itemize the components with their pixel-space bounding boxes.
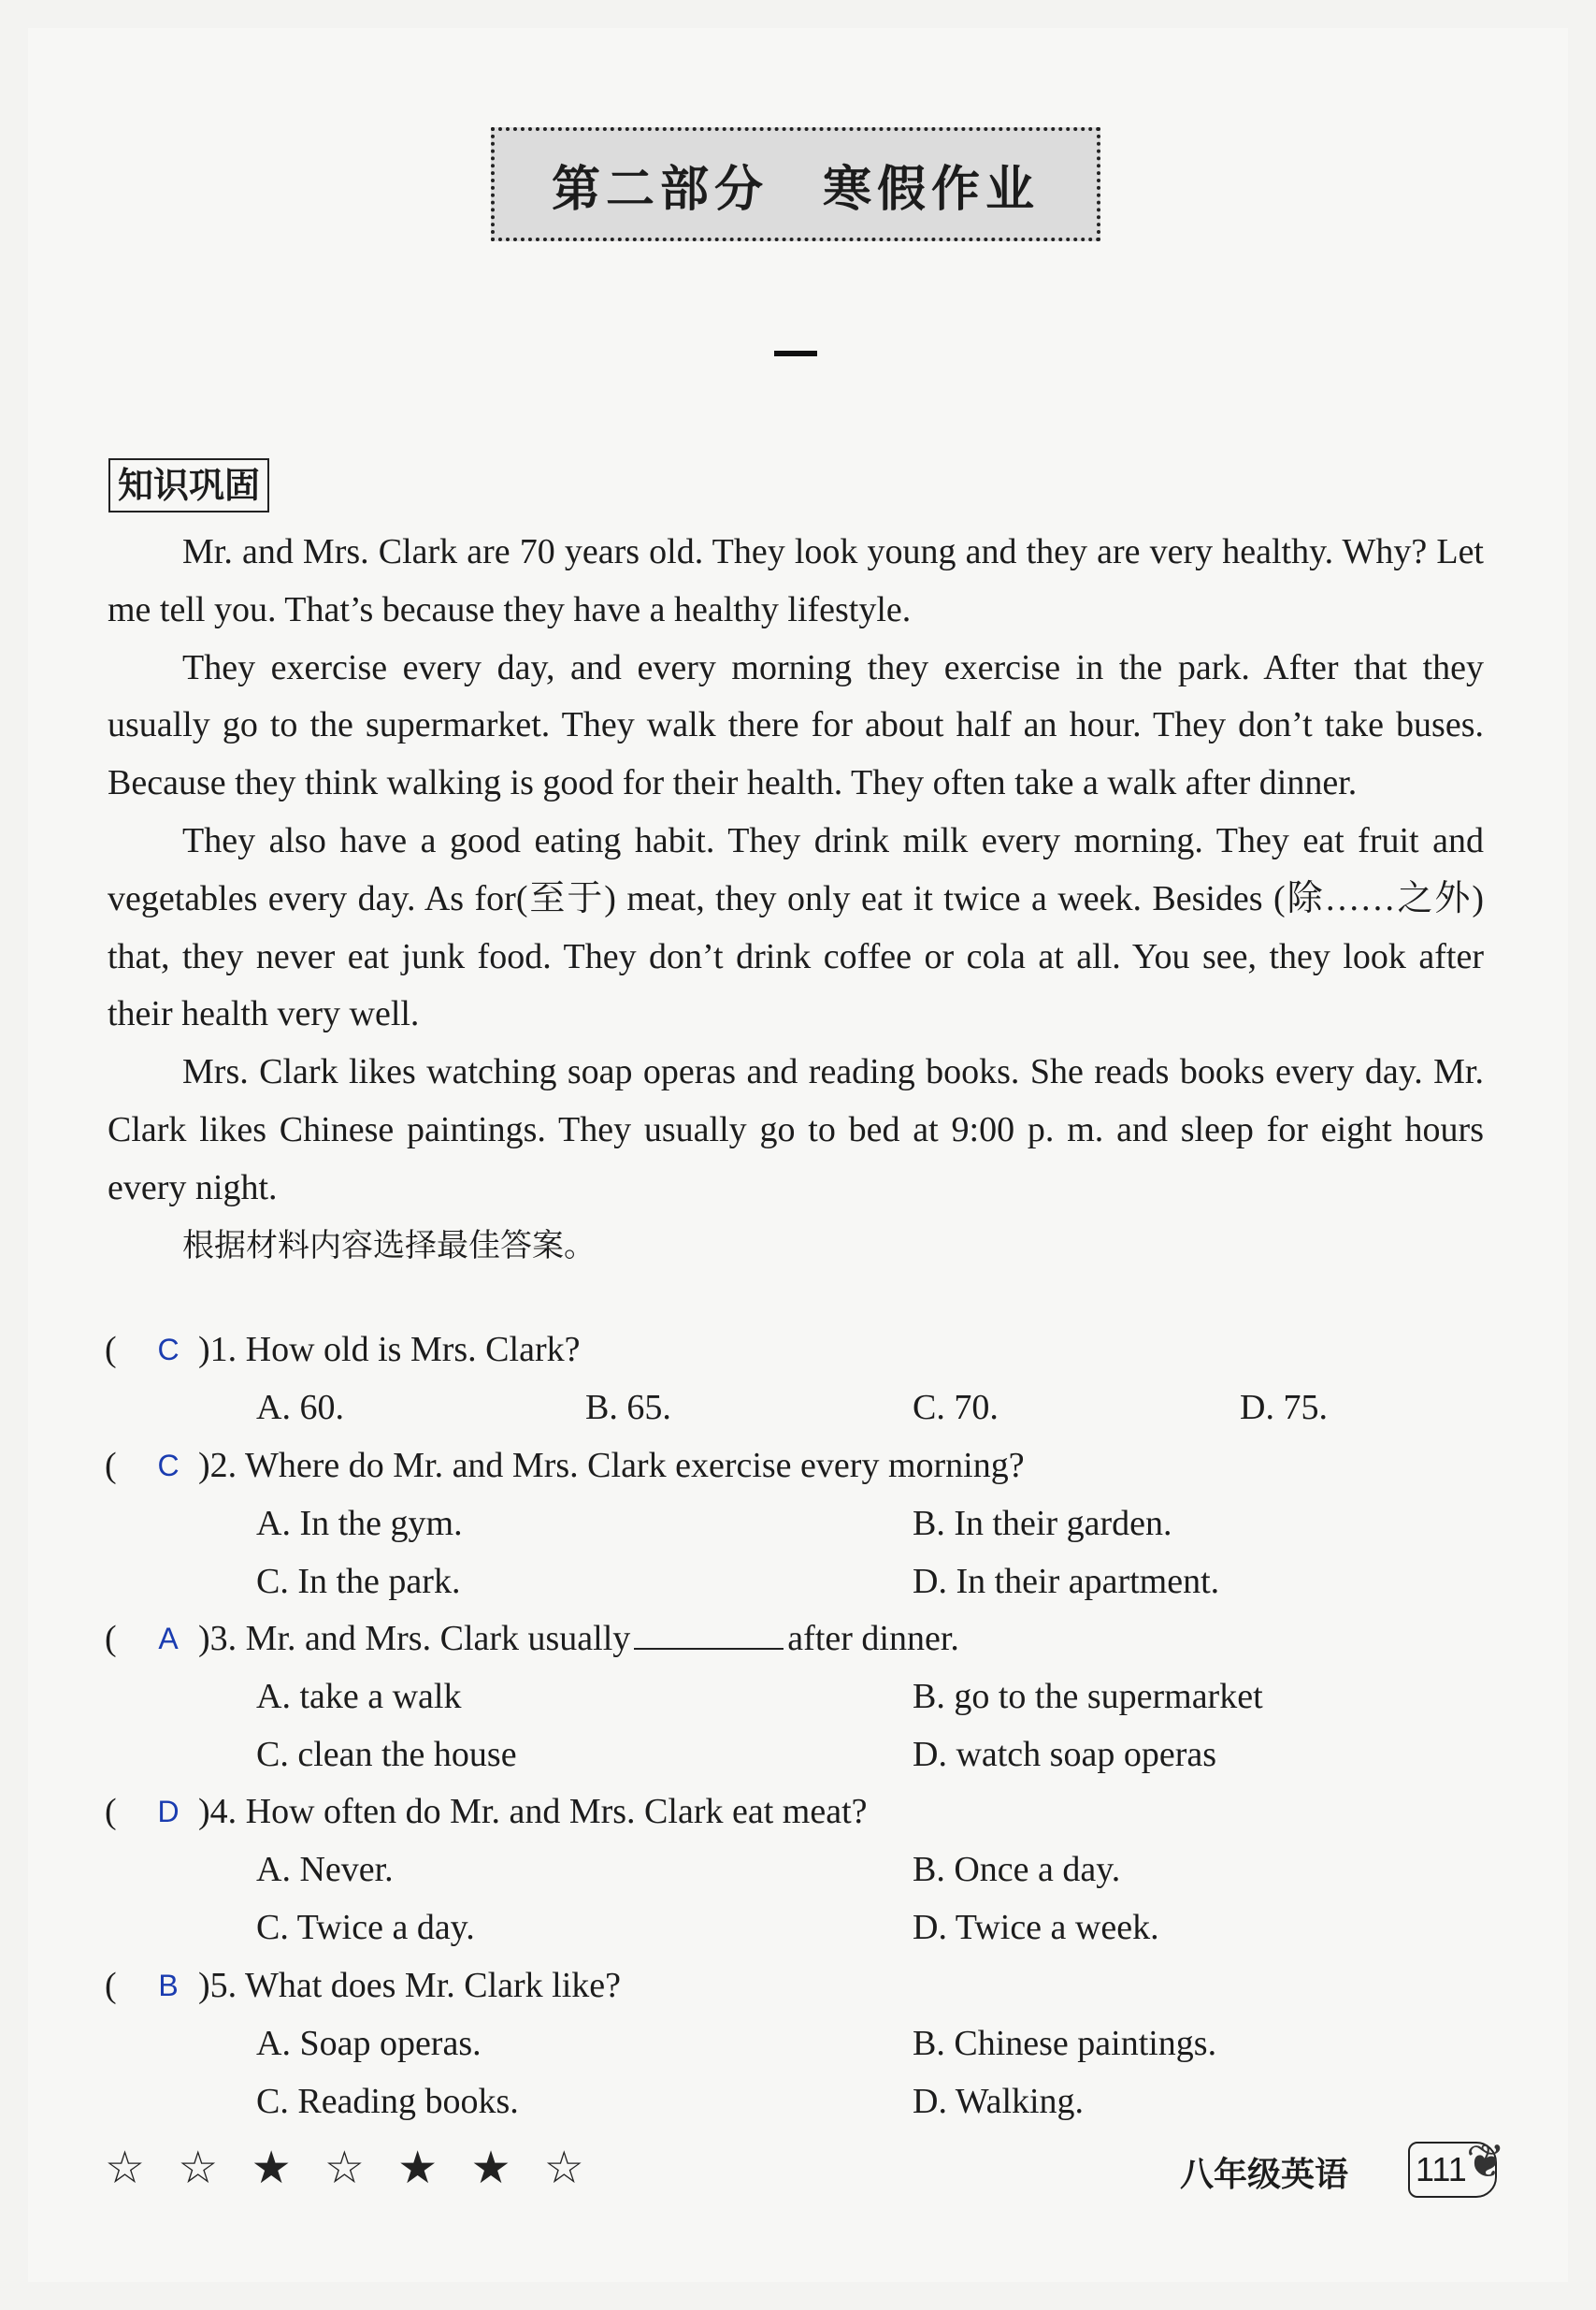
q4-option-d: D. Twice a week. (913, 1908, 1159, 1947)
q5-option-d: D. Walking. (913, 2082, 1085, 2121)
q3-option-d: D. watch soap operas (913, 1735, 1217, 1774)
paragraph-2: They exercise every day, and every morning they exercise in the park. After that they usually go to the supermarket. They walk there for about half an hour. They don’t take buses. Because they think walking is good for their health. They often take a walk after dinner. (108, 647, 1484, 803)
q3-option-c: C. clean the house (256, 1735, 517, 1774)
q5-option-a: A. Soap operas. (256, 2024, 482, 2063)
paragraph-1: Mr. and Mrs. Clark are 70 years old. They look young and they are very healthy. Why? Let me tell you. That’s because they have a healthy lifestyle. (108, 532, 1484, 629)
answer-2: C (157, 1449, 180, 1482)
q4-option-a: A. Never. (256, 1850, 394, 1889)
paragraph-3: They also have a good eating habit. They drink milk every morning. They eat fruit and vegetables every day. As for(至于) meat, they only eat it twice a week. Besides (除……之外) that, they never eat junk food. They don’t drink coffee or cola at all. You see, they look after their health very well. (108, 820, 1484, 1034)
answer-3: A (158, 1622, 179, 1655)
q4-option-b: B. Once a day. (913, 1850, 1121, 1889)
q1-option-d: D. 75. (1240, 1388, 1328, 1427)
q1-option-a: A. 60. (256, 1388, 344, 1427)
answer-blank (634, 1614, 784, 1650)
question-5-stem: )5. What does Mr. Clark like? (198, 1966, 622, 2005)
question-1-stem: )1. How old is Mrs. Clark? (198, 1330, 581, 1369)
answer-4: D (157, 1795, 180, 1828)
question-2-stem: )2. Where do Mr. and Mrs. Clark exercise every morning? (198, 1446, 1025, 1485)
q1-option-b: B. 65. (585, 1388, 671, 1427)
part-title-box (491, 127, 1100, 241)
section-label: 知识巩固 (108, 458, 269, 513)
page-number: 111 (1408, 2142, 1497, 2198)
chapter-number (774, 351, 817, 356)
q2-option-a: A. In the gym. (256, 1504, 463, 1543)
part-title: 第二部分 寒假作业 (551, 161, 1040, 218)
q3-option-a: A. take a walk (256, 1677, 462, 1716)
q5-option-b: B. Chinese paintings. (913, 2024, 1217, 2063)
grade-subject: 八年级英语 (1180, 2156, 1349, 2194)
question-4-stem: )4. How often do Mr. and Mrs. Clark eat meat? (198, 1792, 868, 1831)
q2-option-c: C. In the park. (256, 1562, 461, 1601)
q2-option-d: D. In their apartment. (913, 1562, 1220, 1601)
answer-5: B (158, 1969, 179, 2002)
q3-option-b: B. go to the supermarket (913, 1677, 1263, 1716)
instruction: 根据材料内容选择最佳答案。 (182, 1226, 596, 1264)
q2-option-b: B. In their garden. (913, 1504, 1172, 1543)
q1-option-c: C. 70. (913, 1388, 999, 1427)
star-decoration: ☆ ☆ ★ ☆ ★ ★ ☆ (105, 2142, 594, 2194)
reading-passage (108, 524, 1484, 1275)
q5-option-c: C. Reading books. (256, 2082, 519, 2121)
q4-option-c: C. Twice a day. (256, 1908, 475, 1947)
question-3-stem: )3. Mr. and Mrs. Clark usually after dinner. (198, 1610, 959, 1668)
paragraph-4: Mrs. Clark likes watching soap operas and reading books. She reads books every day. Mr. Clark likes Chinese paintings. They usually go to bed at 9:00 p. m. and sleep for eight hours every night. (108, 1052, 1484, 1207)
answer-1: C (157, 1333, 180, 1366)
leaf-icon: ❦ (1466, 2134, 1505, 2188)
